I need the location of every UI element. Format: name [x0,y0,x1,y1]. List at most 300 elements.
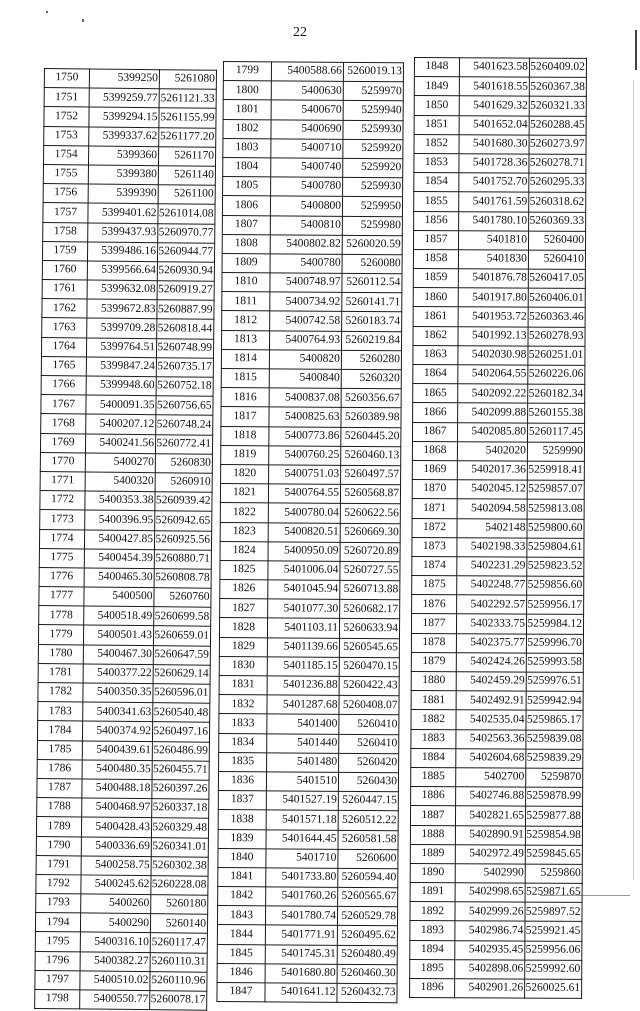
y-coordinate-cell: 5261155.99 [159,108,216,128]
point-number-cell: 1775 [39,548,84,568]
y-coordinate-cell: 5259845.65 [525,845,582,864]
y-coordinate-cell: 5259993.58 [526,653,583,672]
x-coordinate-cell: 5402700 [456,768,526,788]
x-coordinate-cell: 5402017.36 [457,461,527,481]
y-coordinate-cell: 5260594.40 [338,868,398,888]
x-coordinate-cell: 5402563.36 [456,729,526,749]
x-coordinate-cell: 5401623.58 [459,58,529,78]
y-coordinate-cell: 5260078.17 [150,991,207,1011]
y-coordinate-cell: 5260669.30 [340,523,400,543]
point-number-cell: 1872 [412,518,457,537]
point-number-cell: 1836 [218,771,266,791]
point-number-cell: 1759 [42,241,87,261]
scan-edge-mark [635,30,637,70]
y-coordinate-cell: 5260430 [338,772,398,792]
y-coordinate-cell: 5260752.18 [156,377,213,397]
table-row [218,867,398,887]
table-row [414,192,586,212]
x-coordinate-cell: 5400760.25 [269,446,341,466]
y-coordinate-cell: 5260410 [528,250,585,269]
y-coordinate-cell: 5259856.60 [527,576,584,595]
point-number-cell: 1823 [220,522,268,542]
point-number-cell: 1781 [38,663,83,683]
point-number-cell: 1895 [410,959,455,978]
y-coordinate-cell: 5260408.07 [339,696,399,716]
point-number-cell: 1799 [223,62,271,82]
table-row [413,230,585,250]
point-number-cell: 1825 [220,560,268,580]
table-row [410,959,582,979]
table-row [217,944,397,964]
point-number-cell: 1829 [219,637,267,657]
x-coordinate-cell: 5400480.35 [82,760,152,780]
x-coordinate-cell: 5400773.86 [269,426,341,446]
y-coordinate-cell: 5259857.07 [527,480,584,499]
table-row [221,426,401,446]
x-coordinate-cell: 5400341.63 [83,702,153,722]
table-row [40,471,212,492]
x-coordinate-cell: 5400465.30 [84,568,154,588]
point-number-cell: 1779 [38,625,83,645]
point-number-cell: 1767 [41,395,86,415]
y-coordinate-cell: 5259878.99 [526,787,583,806]
x-coordinate-cell: 5401287.68 [267,695,339,715]
table-row [411,652,583,672]
x-coordinate-cell: 5400468.97 [82,798,152,818]
x-coordinate-cell: 5401652.04 [459,115,529,135]
y-coordinate-cell: 5260460.30 [337,964,397,984]
y-coordinate-cell: 5260970.77 [158,223,215,243]
point-number-cell: 1837 [218,791,266,811]
point-number-cell: 1797 [35,970,80,990]
y-coordinate-cell: 5260939.42 [155,492,212,512]
table-row [412,576,584,596]
x-coordinate-cell: 5399337.62 [89,127,159,147]
table-row [411,614,583,634]
point-number-cell: 1766 [41,375,86,395]
table-row [410,921,582,941]
point-number-cell: 1843 [217,906,265,926]
table-row [39,606,211,627]
point-number-cell: 1859 [413,269,458,288]
table-row [222,215,402,235]
y-coordinate-cell: 5261100 [158,185,215,205]
table-row [414,173,586,193]
y-coordinate-cell: 5260110.96 [150,971,207,991]
table-row [39,587,211,608]
point-number-cell: 1881 [411,691,456,710]
x-coordinate-cell: 5402333.75 [456,614,526,634]
point-number-cell: 1883 [411,729,456,748]
point-number-cell: 1755 [43,164,88,184]
point-number-cell: 1894 [410,940,455,959]
point-number-cell: 1769 [40,433,85,453]
point-number-cell: 1885 [411,767,456,786]
x-coordinate-cell: 5401236.88 [267,676,339,696]
x-coordinate-cell: 5402898.06 [455,960,525,980]
table-row [221,388,401,408]
point-number-cell: 1865 [413,384,458,403]
y-coordinate-cell: 5260720.89 [340,542,400,562]
y-coordinate-cell: 5261177.20 [159,127,216,147]
table-row [218,829,398,849]
x-coordinate-cell: 5399566.64 [87,261,157,281]
point-number-cell: 1803 [223,138,271,158]
point-number-cell: 1790 [36,836,81,856]
table-row [43,145,215,166]
x-coordinate-cell: 5400258.75 [81,856,151,876]
table-row [220,484,400,504]
y-coordinate-cell: 5259980 [342,216,402,236]
table-row [220,560,400,580]
y-coordinate-cell: 5260699.58 [154,607,211,627]
point-number-cell: 1822 [220,503,268,523]
table-row [221,464,401,484]
table-row [218,791,398,811]
y-coordinate-cell: 5260420 [339,753,399,773]
point-number-cell: 1851 [414,115,459,134]
y-coordinate-cell: 5260432.73 [337,983,397,1003]
x-coordinate-cell: 5400820 [269,350,341,370]
point-number-cell: 1756 [43,184,88,204]
y-coordinate-cell: 5260273.97 [529,135,586,154]
y-coordinate-cell: 5260400 [528,231,585,250]
x-coordinate-cell: 5400840 [269,369,341,389]
point-number-cell: 1801 [223,100,271,120]
x-coordinate-cell: 5402030.98 [458,346,528,366]
point-number-cell: 1811 [222,292,270,312]
y-coordinate-cell: 5260944.77 [157,242,214,262]
x-coordinate-cell: 5399764.51 [86,338,156,358]
point-number-cell: 1874 [412,556,457,575]
point-number-cell: 1773 [40,510,85,530]
point-number-cell: 1810 [222,273,270,293]
point-number-cell: 1867 [412,422,457,441]
point-number-cell: 1856 [414,211,459,230]
x-coordinate-cell: 5400780 [271,177,343,197]
x-coordinate-cell: 5401761.59 [459,192,529,212]
point-number-cell: 1878 [411,633,456,652]
coordinates-table-2 [216,61,404,1003]
y-coordinate-cell: 5260117.45 [527,423,584,442]
point-number-cell: 1817 [221,407,269,427]
y-coordinate-cell: 5260600 [338,849,398,869]
table-row [40,452,212,473]
y-coordinate-cell: 5259976.51 [526,672,583,691]
table-row [412,595,584,615]
x-coordinate-cell: 5400467.30 [83,645,153,665]
x-coordinate-cell: 5401992.13 [458,326,528,346]
table-row [414,211,586,231]
y-coordinate-cell: 5260140 [150,914,207,934]
x-coordinate-cell: 5402231.29 [457,557,527,577]
table-row [222,253,402,273]
table-row [37,740,209,761]
y-coordinate-cell: 5260295.33 [529,173,586,192]
x-coordinate-cell: 5400396.95 [85,510,155,530]
y-coordinate-cell: 5260110.31 [150,952,207,972]
point-number-cell: 1889 [410,844,455,863]
y-coordinate-cell: 5259992.60 [525,960,582,979]
table-row [43,164,215,185]
table-row [221,368,401,388]
x-coordinate-cell: 5401644.45 [266,829,338,849]
table-row [35,970,207,991]
table-row [412,460,584,480]
table-row [412,518,584,538]
point-number-cell: 1846 [217,963,265,983]
point-number-cell: 1786 [37,759,82,779]
x-coordinate-cell: 5402375.77 [456,633,526,653]
point-number-cell: 1834 [219,733,267,753]
table-row [411,671,583,691]
x-coordinate-cell: 5399401.62 [88,203,158,223]
y-coordinate-cell: 5259871.65 [525,883,582,902]
x-coordinate-cell: 5402085.80 [457,422,527,442]
x-coordinate-cell: 5400270 [85,453,155,473]
table-row [36,855,208,876]
x-coordinate-cell: 5400837.08 [269,388,341,408]
y-coordinate-cell: 5260455.71 [152,760,209,780]
y-coordinate-cell: 5260422.43 [339,676,399,696]
y-coordinate-cell: 5260540.48 [153,703,210,723]
x-coordinate-cell: 5401480 [267,753,339,773]
y-coordinate-cell: 5260278.71 [529,154,586,173]
x-coordinate-cell: 5401440 [267,733,339,753]
table-row [414,153,586,173]
y-coordinate-cell: 5259877.88 [525,806,582,825]
table-row [43,203,215,224]
y-coordinate-cell: 5260713.88 [340,580,400,600]
point-number-cell: 1809 [222,253,270,273]
table-row [42,318,214,339]
y-coordinate-cell: 5259956.06 [525,941,582,960]
table-row [41,395,213,416]
y-coordinate-cell: 5260141.71 [342,293,402,313]
table-row [221,407,401,427]
table-row [410,978,582,998]
point-number-cell: 1824 [220,541,268,561]
point-number-cell: 1814 [221,349,269,369]
table-row [38,702,210,723]
y-coordinate-cell: 5259930 [343,120,403,140]
x-coordinate-cell: 5400290 [80,913,150,933]
x-coordinate-cell: 5399486.16 [87,242,157,262]
x-coordinate-cell: 5400454.39 [84,549,154,569]
table-row [414,77,586,97]
table-row [37,721,209,742]
point-number-cell: 1863 [413,345,458,364]
y-coordinate-cell: 5259918.41 [527,461,584,480]
y-coordinate-cell: 5260280 [341,350,401,370]
y-coordinate-cell: 5260633.94 [339,619,399,639]
y-coordinate-cell: 5260480.49 [337,945,397,965]
point-number-cell: 1876 [412,595,457,614]
x-coordinate-cell: 5400710 [271,139,343,159]
y-coordinate-cell: 5260183.74 [342,312,402,332]
point-number-cell: 1758 [43,222,88,242]
point-number-cell: 1849 [414,77,459,96]
table-row [413,403,585,423]
y-coordinate-cell: 5260397.26 [152,780,209,800]
point-number-cell: 1792 [36,874,81,894]
scan-speck [82,19,84,22]
y-coordinate-cell: 5260735.17 [156,358,213,378]
point-number-cell: 1869 [412,460,457,479]
table-row [410,863,582,883]
y-coordinate-cell: 5260760 [154,588,211,608]
scan-edge-shadow [633,80,634,880]
point-number-cell: 1870 [412,480,457,499]
point-number-cell: 1853 [414,153,459,172]
point-number-cell: 1783 [38,702,83,722]
y-coordinate-cell: 5259839.08 [526,730,583,749]
coordinates-table-1 [34,68,217,1011]
y-coordinate-cell: 5260417.05 [528,269,585,288]
table-row [411,710,583,730]
y-coordinate-cell: 5260356.67 [341,389,401,409]
y-coordinate-cell: 5260112.54 [342,273,402,293]
point-number-cell: 1868 [412,441,457,460]
y-coordinate-cell: 5260389.98 [341,408,401,428]
point-number-cell: 1795 [35,932,80,952]
x-coordinate-cell: 5400820.51 [268,522,340,542]
table-row [219,637,399,657]
y-coordinate-cell: 5260581.58 [338,830,398,850]
x-coordinate-cell: 5400382.27 [80,952,150,972]
y-coordinate-cell: 5259990 [527,442,584,461]
table-row [410,883,582,903]
y-coordinate-cell: 5260756.65 [156,396,213,416]
x-coordinate-cell: 5401680.80 [265,964,337,984]
point-number-cell: 1762 [42,299,87,319]
y-coordinate-cell: 5259930 [343,177,403,197]
x-coordinate-cell: 5400336.69 [81,836,151,856]
y-coordinate-cell: 5261014.08 [158,204,215,224]
x-coordinate-cell: 5402990 [455,864,525,884]
table-row [414,58,586,78]
point-number-cell: 1875 [412,576,457,595]
table-row [413,288,585,308]
x-coordinate-cell: 5402986.74 [455,921,525,941]
x-coordinate-cell: 5401876.78 [458,269,528,289]
point-number-cell: 1845 [217,944,265,964]
y-coordinate-cell: 5260622.56 [340,504,400,524]
x-coordinate-cell: 5401510 [266,772,338,792]
y-coordinate-cell: 5260288.45 [529,116,586,135]
y-coordinate-cell: 5260460.13 [341,446,401,466]
point-number-cell: 1794 [35,913,80,933]
table-row [35,989,207,1010]
point-number-cell: 1796 [35,951,80,971]
table-row [413,269,585,289]
x-coordinate-cell: 5400740 [271,158,343,178]
point-number-cell: 1873 [412,537,457,556]
x-coordinate-cell: 5400439.61 [82,741,152,761]
point-number-cell: 1844 [217,925,265,945]
table-row [40,433,212,454]
x-coordinate-cell: 5401077.30 [268,599,340,619]
table-row [412,480,584,500]
y-coordinate-cell: 5260887.99 [157,300,214,320]
y-coordinate-cell: 5259854.98 [525,826,582,845]
table-row [39,548,211,569]
point-number-cell: 1882 [411,710,456,729]
table-row [411,729,583,749]
table-row [410,806,582,826]
x-coordinate-cell: 5400320 [85,472,155,492]
x-coordinate-cell: 5402746.88 [456,787,526,807]
y-coordinate-cell: 5260942.65 [155,511,212,531]
x-coordinate-cell: 5402935.45 [455,940,525,960]
x-coordinate-cell: 5401571.18 [266,810,338,830]
point-number-cell: 1880 [411,671,456,690]
y-coordinate-cell: 5259920 [343,139,403,159]
y-coordinate-cell: 5259800.60 [527,519,584,538]
y-coordinate-cell: 5260251.01 [528,346,585,365]
table-row [414,115,586,135]
x-coordinate-cell: 5399847.24 [86,357,156,377]
y-coordinate-cell: 5259813.08 [527,499,584,518]
table-row [411,787,583,807]
x-coordinate-cell: 5400588.66 [271,62,343,82]
table-row [219,733,399,753]
y-coordinate-cell: 5260925.56 [154,530,211,550]
table-row [219,618,399,638]
point-number-cell: 1888 [410,825,455,844]
table-row [221,445,401,465]
x-coordinate-cell: 5402999.26 [455,902,525,922]
x-coordinate-cell: 5402492.91 [456,691,526,711]
point-number-cell: 1857 [413,230,458,249]
y-coordinate-cell: 5259956.17 [527,595,584,614]
table-row [223,62,403,82]
x-coordinate-cell: 5402248.77 [457,576,527,596]
point-number-cell: 1768 [41,414,86,434]
table-row [218,848,398,868]
point-number-cell: 1754 [43,145,88,165]
point-number-cell: 1866 [413,403,458,422]
table-row [41,337,213,358]
y-coordinate-cell: 5260565.67 [338,887,398,907]
table-row [223,81,403,101]
x-coordinate-cell: 5400353.38 [85,491,155,511]
table-row [220,541,400,561]
y-coordinate-cell: 5260748.99 [156,338,213,358]
x-coordinate-cell: 5399259.77 [89,88,159,108]
table-row [38,625,210,646]
x-coordinate-cell: 5401527.19 [266,791,338,811]
x-coordinate-cell: 5400241.56 [85,434,155,454]
table-row [223,157,403,177]
point-number-cell: 1784 [37,721,82,741]
point-number-cell: 1835 [219,752,267,772]
x-coordinate-cell: 5400207.12 [86,414,156,434]
point-number-cell: 1854 [414,173,459,192]
x-coordinate-cell: 5401710 [266,849,338,869]
point-number-cell: 1750 [44,69,89,89]
table-row [413,249,585,269]
point-number-cell: 1802 [223,119,271,139]
y-coordinate-cell: 5260228.08 [151,876,208,896]
point-number-cell: 1776 [39,567,84,587]
table-row [219,695,399,715]
table-row [219,656,399,676]
table-row [219,714,399,734]
point-number-cell: 1896 [410,978,455,997]
table-row [218,771,398,791]
point-number-cell: 1841 [218,867,266,887]
